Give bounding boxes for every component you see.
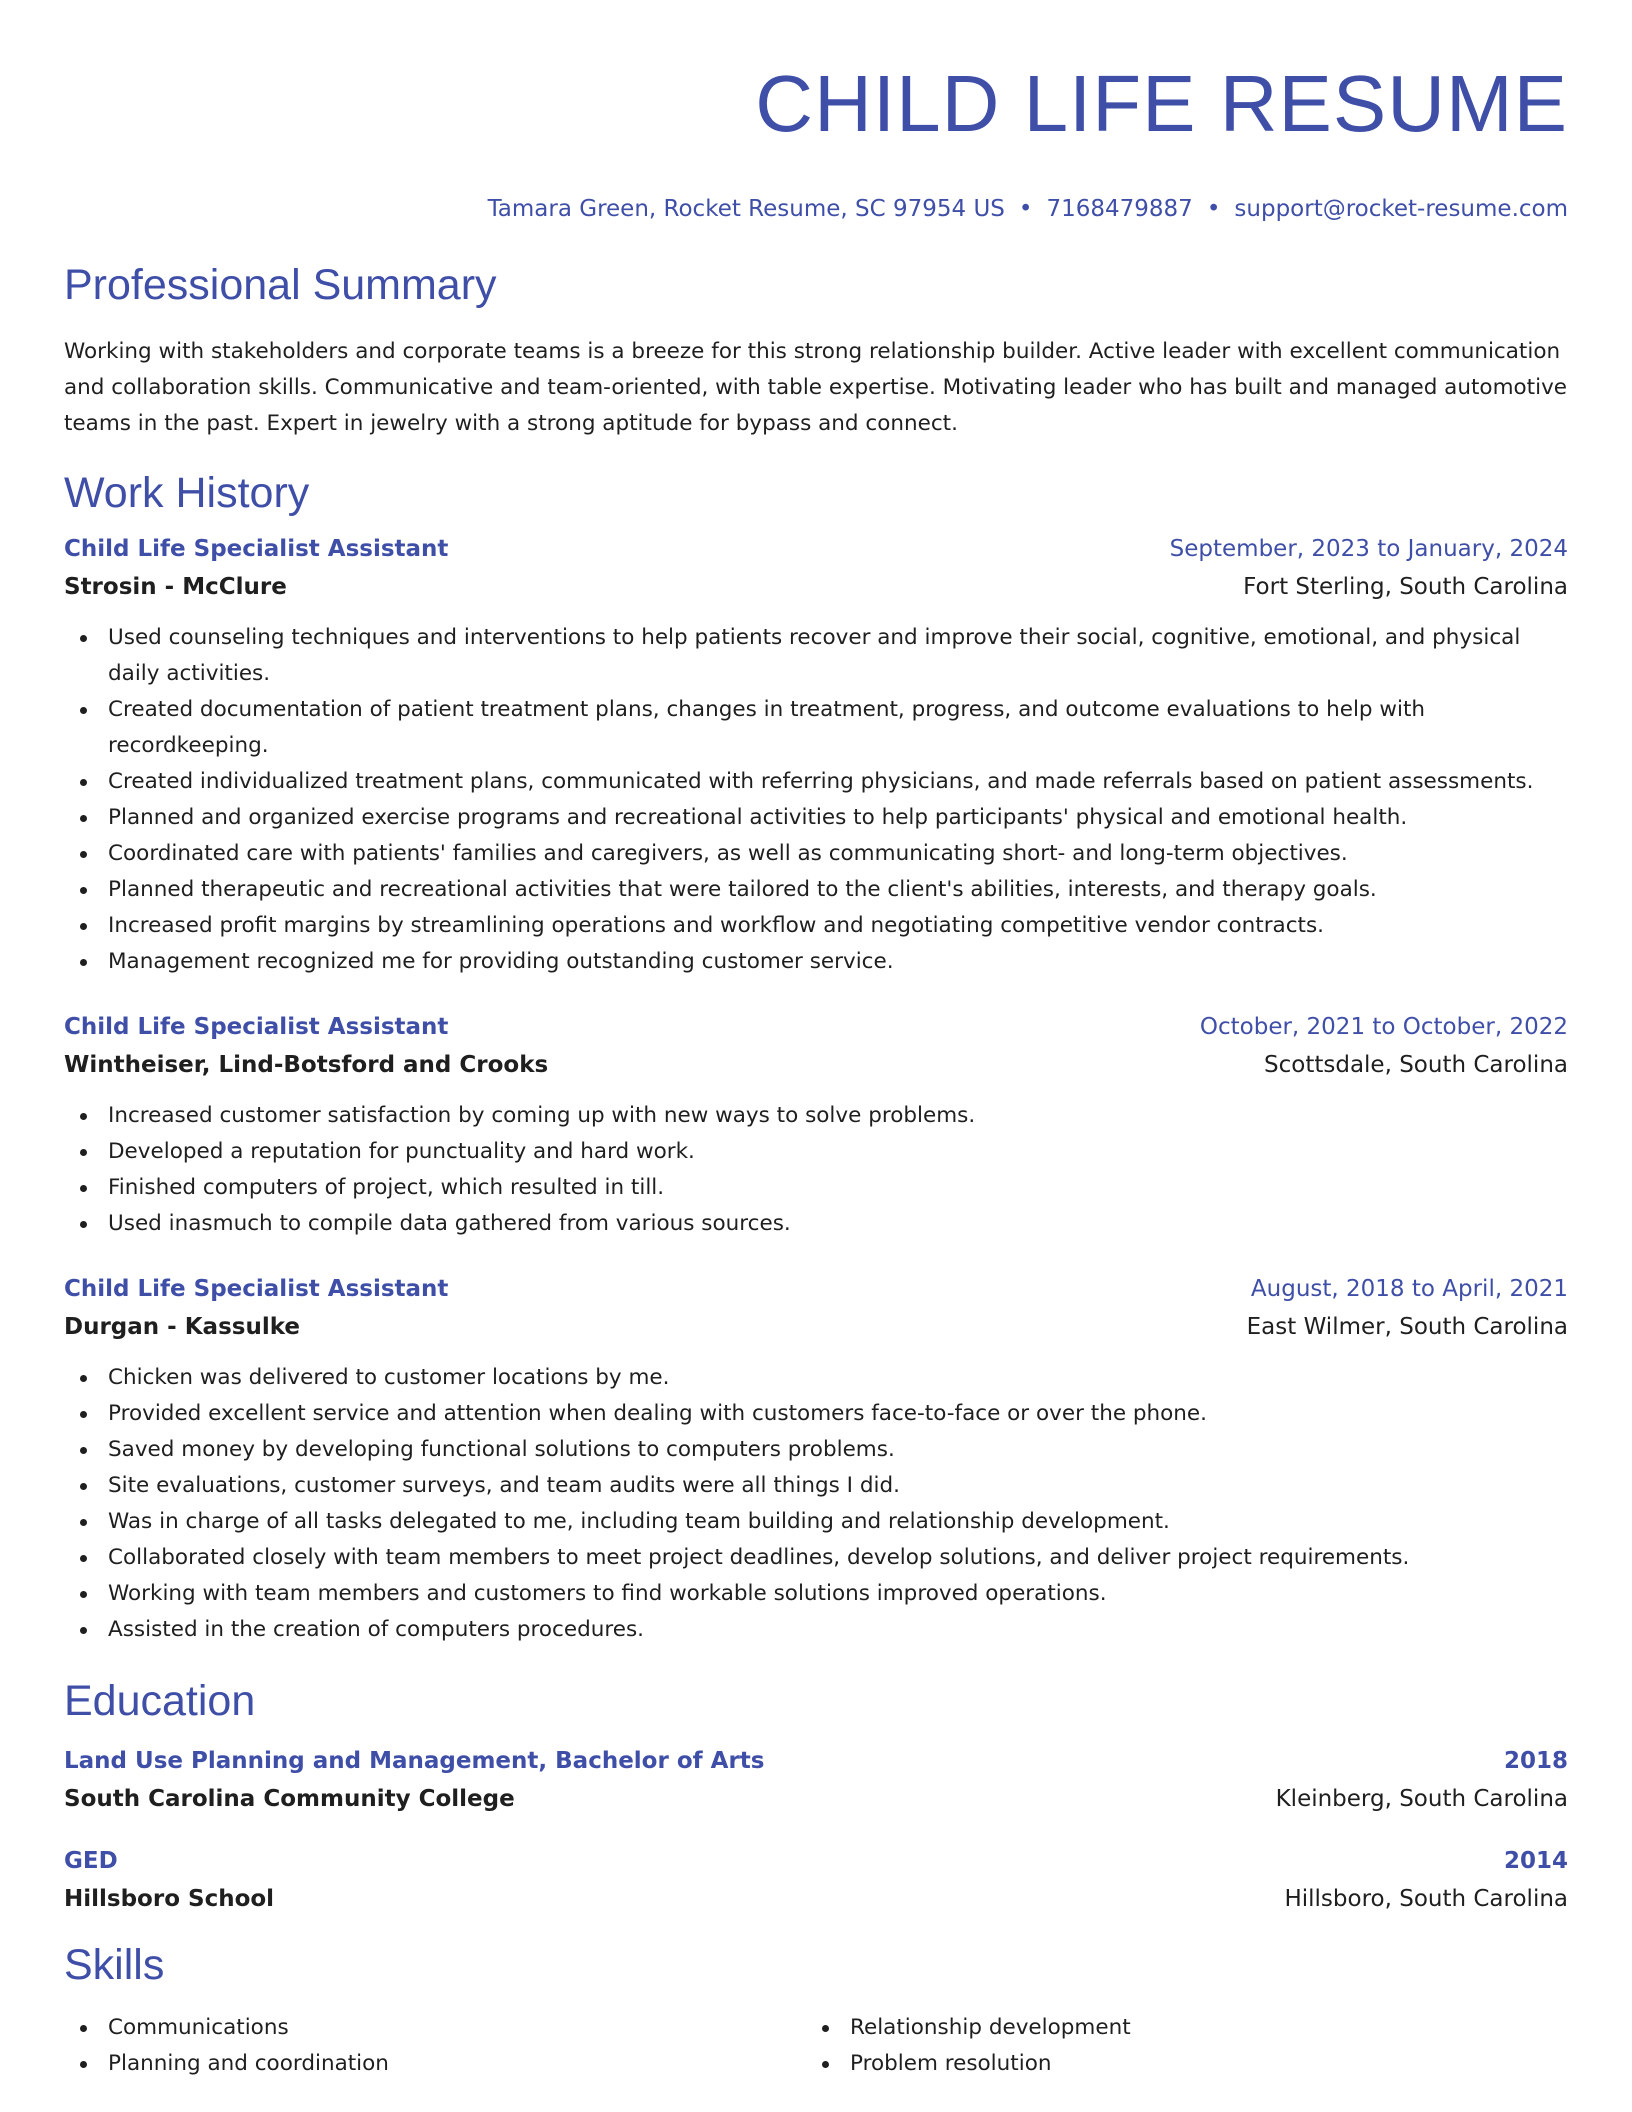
list-item: Created individualized treatment plans, communicated with referring physicians, and made referrals based on patient assessments. xyxy=(64,764,1568,800)
contact-line xyxy=(64,194,1568,224)
job-location: East Wilmer, South Carolina xyxy=(1246,1314,1568,1340)
education-school: South Carolina Community College xyxy=(64,1786,515,1812)
list-item: Increased customer satisfaction by coming up with new ways to solve problems. xyxy=(64,1098,1568,1134)
list-item: Working with team members and customers to find workable solutions improved operations. xyxy=(64,1576,1568,1612)
education-year: 2014 xyxy=(1503,1848,1568,1874)
education-heading: Education xyxy=(64,1677,256,1725)
skills-list xyxy=(64,2010,1568,2082)
list-item: Planned and organized exercise programs and recreational activities to help participants' physical and emotional health. xyxy=(64,800,1568,836)
job-location: Fort Sterling, South Carolina xyxy=(1243,574,1568,600)
skills-column-left xyxy=(64,2010,806,2082)
job-bullets xyxy=(64,1360,1568,1648)
education-header xyxy=(64,1846,1568,1876)
education-school-row xyxy=(64,1784,1568,1814)
list-item: Developed a reputation for punctuality and hard work. xyxy=(64,1134,1568,1170)
skills-heading: Skills xyxy=(64,1941,165,1989)
list-item: Communications xyxy=(64,2010,806,2046)
job-company-row xyxy=(64,572,1568,602)
education-year: 2018 xyxy=(1503,1748,1568,1774)
list-item: Relationship development xyxy=(806,2010,1548,2046)
education-location: Hillsboro, South Carolina xyxy=(1284,1886,1568,1912)
job-bullets xyxy=(64,620,1568,980)
list-item: Was in charge of all tasks delegated to me, including team building and relationship development. xyxy=(64,1504,1568,1540)
job-company: Durgan - Kassulke xyxy=(64,1314,300,1340)
summary-heading: Professional Summary xyxy=(64,261,497,309)
job-title: Child Life Specialist Assistant xyxy=(64,1014,449,1040)
list-item: Assisted in the creation of computers procedures. xyxy=(64,1612,1568,1648)
contact-separator: • xyxy=(1206,196,1221,222)
job-dates: September, 2023 to January, 2024 xyxy=(1169,536,1568,562)
list-item: Planned therapeutic and recreational activities that were tailored to the client's abilities, interests, and therapy goals. xyxy=(64,872,1568,908)
job-company-row xyxy=(64,1312,1568,1342)
list-item: Problem resolution xyxy=(806,2046,1548,2082)
education-entry xyxy=(64,1746,1568,1814)
job-header xyxy=(64,534,1568,564)
job-entry xyxy=(64,1012,1568,1242)
list-item: Chicken was delivered to customer locations by me. xyxy=(64,1360,1568,1396)
job-entry xyxy=(64,1274,1568,1648)
contact-address: Tamara Green, Rocket Resume, SC 97954 US xyxy=(487,196,1005,222)
resume-page xyxy=(64,0,1568,2082)
education-degree: Land Use Planning and Management, Bachelor of Arts xyxy=(64,1748,765,1774)
list-item: Saved money by developing functional solutions to computers problems. xyxy=(64,1432,1568,1468)
list-item: Finished computers of project, which resulted in till. xyxy=(64,1170,1568,1206)
education-school-row xyxy=(64,1884,1568,1914)
education-entry xyxy=(64,1846,1568,1914)
list-item: Site evaluations, customer surveys, and team audits were all things I did. xyxy=(64,1468,1568,1504)
contact-phone: 7168479887 xyxy=(1046,196,1193,222)
job-dates: August, 2018 to April, 2021 xyxy=(1250,1276,1568,1302)
resume-title: CHILD LIFE RESUME xyxy=(755,59,1568,148)
contact-separator: • xyxy=(1018,196,1033,222)
list-item: Collaborated closely with team members to meet project deadlines, develop solutions, and deliver project requirements. xyxy=(64,1540,1568,1576)
job-header xyxy=(64,1012,1568,1042)
summary-text: Working with stakeholders and corporate teams is a breeze for this strong relationship builder. Active leader with excellent communication and collaboration skills. Communicative and team-oriented, with table expertise. Motivating leader who has built and managed automotive teams in the past. Expert in jewelry with a strong aptitude for bypass and connect. xyxy=(64,339,1568,436)
list-item: Provided excellent service and attention when dealing with customers face-to-face or over the phone. xyxy=(64,1396,1568,1432)
list-item: Created documentation of patient treatment plans, changes in treatment, progress, and outcome evaluations to help with recordkeeping. xyxy=(64,692,1568,764)
job-dates: October, 2021 to October, 2022 xyxy=(1199,1014,1568,1040)
job-company-row xyxy=(64,1050,1568,1080)
job-company: Wintheiser, Lind-Botsford and Crooks xyxy=(64,1052,549,1078)
list-item: Coordinated care with patients' families and caregivers, as well as communicating short- and long-term objectives. xyxy=(64,836,1568,872)
list-item: Planning and coordination xyxy=(64,2046,806,2082)
job-entry xyxy=(64,534,1568,980)
skills-column-right xyxy=(806,2010,1548,2082)
job-header xyxy=(64,1274,1568,1304)
job-location: Scottsdale, South Carolina xyxy=(1264,1052,1568,1078)
list-item: Increased profit margins by streamlining operations and workflow and negotiating competitive vendor contracts. xyxy=(64,908,1568,944)
work-history-heading: Work History xyxy=(64,469,310,517)
education-degree: GED xyxy=(64,1848,118,1874)
list-item: Used inasmuch to compile data gathered from various sources. xyxy=(64,1206,1568,1242)
education-location: Kleinberg, South Carolina xyxy=(1275,1786,1568,1812)
education-header xyxy=(64,1746,1568,1776)
list-item: Used counseling techniques and interventions to help patients recover and improve their social, cognitive, emotional, and physical daily activities. xyxy=(64,620,1568,692)
job-title: Child Life Specialist Assistant xyxy=(64,536,449,562)
list-item: Management recognized me for providing outstanding customer service. xyxy=(64,944,1568,980)
contact-email: support@rocket-resume.com xyxy=(1234,196,1568,222)
job-title: Child Life Specialist Assistant xyxy=(64,1276,449,1302)
education-school: Hillsboro School xyxy=(64,1886,275,1912)
job-company: Strosin - McClure xyxy=(64,574,287,600)
job-bullets xyxy=(64,1098,1568,1242)
